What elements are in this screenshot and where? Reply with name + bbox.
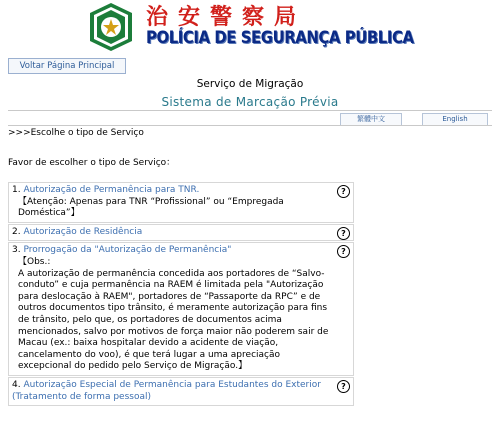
service-title: Serviço de Migração: [196, 78, 304, 90]
psp-emblem-icon: [86, 2, 136, 52]
chinese-site-title: 治安警察局: [146, 5, 307, 30]
help-icon[interactable]: ?: [337, 185, 350, 198]
service-number: 4.: [12, 379, 21, 390]
service-link-tnr-stay[interactable]: Autorização de Permanência para TNR.: [23, 185, 200, 195]
service-link-stay-extension[interactable]: Prorrogação da "Autorização de Permanência": [23, 245, 232, 256]
step-indicator: >>>Escolhe o tipo de Serviço: [8, 128, 144, 138]
service-list: [8, 182, 354, 407]
service-item: [8, 224, 354, 242]
service-note: 【Obs.: A autorização de permanência concedida aos portadores de “Salvo-conduto” e cuja permanência na RAEM é limitada pela "Autorização para deslocação à RAEM", portadores de “Passaporte da RPC” e de outros documentos tipo trânsito, é meramente autorização para fins de trânsito, pelo que, os portadores de documentos acima mencionados, salvo por motivos de força maior não poderem sair de Macau (ex.: baixa hospitalar devido a acidente de viação, cancelamento do voo), é que terá lugar a uma apreciação excepcional do pedido pelo Serviço de Migração.】: [18, 256, 329, 372]
service-item: [8, 242, 354, 376]
help-icon[interactable]: ?: [337, 227, 350, 240]
back-to-home-button[interactable]: Voltar Página Principal: [8, 58, 126, 74]
system-title: Sistema de Marcação Prévia: [161, 95, 339, 109]
service-item: [8, 182, 354, 223]
help-icon[interactable]: ?: [337, 245, 350, 258]
divider: [8, 125, 492, 126]
site-header: [0, 0, 500, 54]
portuguese-site-title: POLÍCIA DE SEGURANÇA PÚBLICA: [146, 28, 414, 47]
service-number: 1.: [12, 185, 21, 195]
service-prompt: Favor de escolher o tipo de Serviço：: [8, 158, 176, 168]
service-number: 3.: [12, 245, 21, 256]
service-number: 2.: [12, 226, 21, 237]
divider: [8, 110, 492, 111]
service-link-residence[interactable]: Autorização de Residência: [23, 226, 143, 237]
chinese-language-button[interactable]: 繁體中文: [340, 113, 402, 126]
service-link-student-stay[interactable]: Autorização Especial de Permanência para Estudantes do Exterior (Tratamento de forma pessoal): [12, 379, 321, 402]
help-icon[interactable]: ?: [337, 380, 350, 393]
service-note: 【Atenção: Apenas para TNR “Profissional” ou “Empregada Doméstica”】: [18, 196, 284, 219]
service-item: [8, 377, 354, 406]
english-language-button[interactable]: English: [422, 113, 488, 126]
